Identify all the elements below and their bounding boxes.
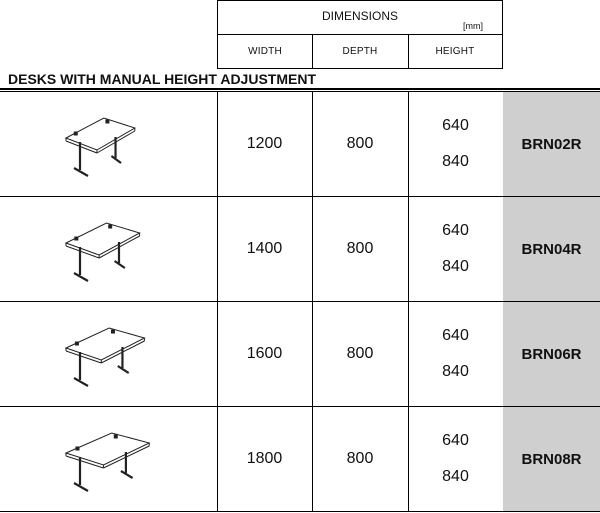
desk-icon — [54, 209, 164, 289]
height-range — [408, 406, 504, 512]
column-header-height: HEIGHT — [408, 34, 503, 69]
depth-value: 800 — [312, 91, 409, 197]
column-header-width: WIDTH — [217, 34, 313, 69]
product-image-cell — [0, 406, 218, 512]
desk-icon — [54, 314, 164, 394]
width-value: 1600 — [217, 301, 313, 407]
product-image-cell — [0, 196, 218, 302]
height-max-value: 840 — [442, 363, 469, 380]
height-max-value: 840 — [442, 468, 469, 485]
height-min-value: 640 — [442, 327, 469, 344]
depth-value: 800 — [312, 301, 409, 407]
section-title: DESKS WITH MANUAL HEIGHT ADJUSTMENT — [8, 71, 316, 87]
unit-label: [mm] — [463, 21, 483, 31]
height-min-value: 640 — [442, 432, 469, 449]
height-min-value: 640 — [442, 222, 469, 239]
depth-value: 800 — [312, 406, 409, 512]
product-code: BRN06R — [503, 301, 600, 407]
desk-icon — [54, 419, 164, 499]
dimensions-header — [217, 0, 503, 34]
product-image-cell — [0, 91, 218, 197]
height-range — [408, 196, 504, 302]
height-min-value: 640 — [442, 117, 469, 134]
product-image-cell — [0, 301, 218, 407]
height-range — [408, 91, 504, 197]
height-max-value: 840 — [442, 153, 469, 170]
product-code: BRN02R — [503, 91, 600, 197]
product-code: BRN08R — [503, 406, 600, 512]
product-code: BRN04R — [503, 196, 600, 302]
width-value: 1200 — [217, 91, 313, 197]
width-value: 1400 — [217, 196, 313, 302]
width-value: 1800 — [217, 406, 313, 512]
depth-value: 800 — [312, 196, 409, 302]
section-divider — [0, 88, 600, 90]
height-max-value: 840 — [442, 258, 469, 275]
height-range — [408, 301, 504, 407]
column-header-depth: DEPTH — [312, 34, 409, 69]
desk-icon — [54, 104, 164, 184]
dimensions-label: DIMENSIONS — [321, 9, 398, 23]
